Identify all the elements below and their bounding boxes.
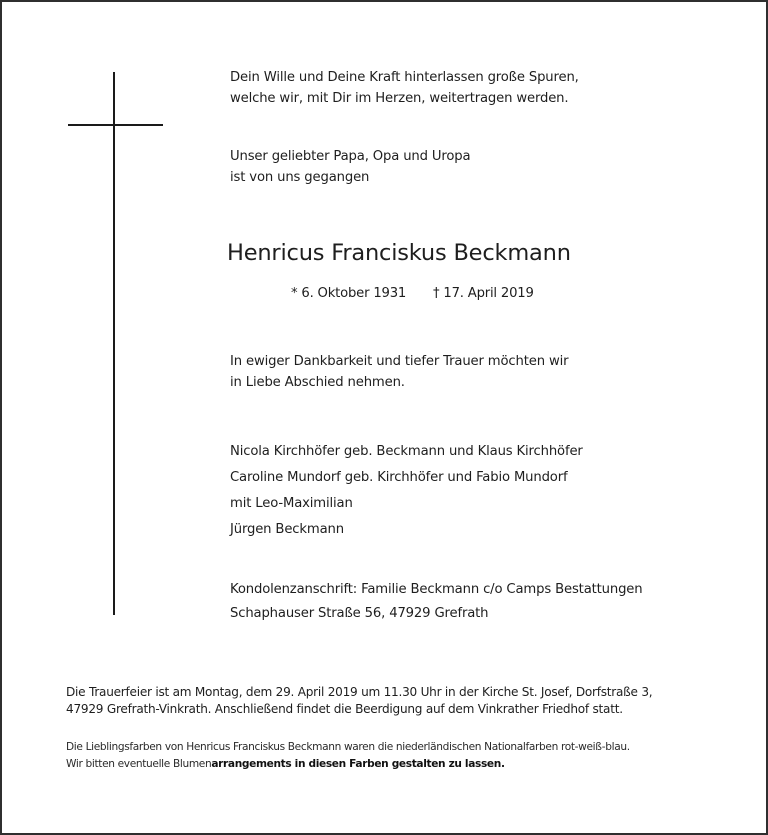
note-line: Die Lieblingsfarben von Henricus Franciskus Beckmann waren die niederländischen Nationalfarben rot-weiß-blau.	[66, 741, 630, 753]
note-prefix: Wir bitten eventuelle Blumen	[66, 758, 212, 770]
condolence-line: Kondolenzanschrift: Familie Beckmann c/o Camps Bestattungen	[230, 582, 643, 597]
mourner-entry: Jürgen Beckmann	[230, 522, 344, 537]
note-line	[66, 756, 630, 773]
note-emphasis: arrangements in diesen Farben gestalten zu lassen.	[211, 758, 505, 770]
mourner-entry: Nicola Kirchhöfer geb. Beckmann und Klaus Kirchhöfer	[230, 444, 583, 459]
mourner-entry: mit Leo-Maximilian	[230, 496, 353, 511]
deceased-name: Henricus Franciskus Beckmann	[227, 240, 571, 266]
thanks-text	[230, 351, 568, 393]
announcement	[230, 146, 470, 188]
death-date: † 17. April 2019	[433, 286, 534, 301]
announcement-line: ist von uns gegangen	[230, 170, 370, 185]
motto-line: welche wir, mit Dir im Herzen, weitertragen werden.	[230, 91, 569, 106]
announcement-line: Unser geliebter Papa, Opa und Uropa	[230, 149, 471, 164]
condolence-address	[230, 578, 642, 626]
birth-date: * 6. Oktober 1931	[291, 286, 407, 301]
cross-vertical-bar	[113, 72, 115, 615]
mourner-entry: Caroline Mundorf geb. Kirchhöfer und Fabio Mundorf	[230, 470, 568, 485]
service-line: 47929 Grefrath-Vinkrath. Anschließend findet die Beerdigung auf dem Vinkrather Friedhof statt.	[66, 702, 623, 716]
cross-horizontal-bar	[68, 124, 163, 126]
mourners-list	[230, 439, 583, 543]
thanks-line: in Liebe Abschied nehmen.	[230, 375, 405, 390]
service-info	[66, 684, 652, 718]
motto-line: Dein Wille und Deine Kraft hinterlassen große Spuren,	[230, 70, 579, 85]
motto	[230, 67, 579, 109]
thanks-line: In ewiger Dankbarkeit und tiefer Trauer möchten wir	[230, 354, 569, 369]
flower-note	[66, 739, 630, 773]
service-line: Die Trauerfeier ist am Montag, dem 29. April 2019 um 11.30 Uhr in der Kirche St. Josef, Dorfstraße 3,	[66, 685, 653, 699]
condolence-line: Schaphauser Straße 56, 47929 Grefrath	[230, 606, 489, 621]
